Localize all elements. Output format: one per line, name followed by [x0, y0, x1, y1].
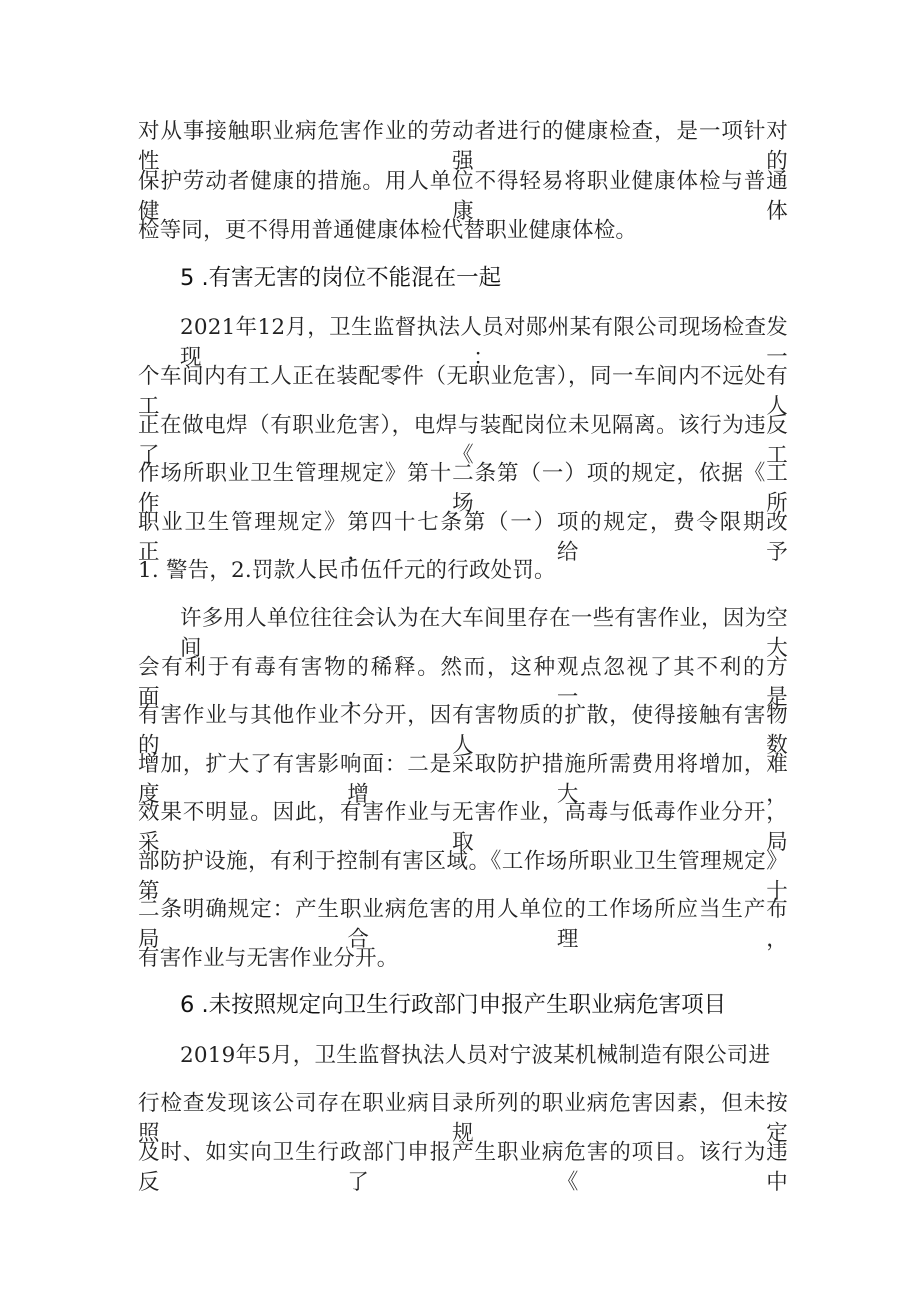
paragraph-line: 保护劳动者健康的措施。用人单位不得轻易将职业健康体检与普通健康体: [138, 169, 788, 224]
paragraph-line: 及时、如实向卫生行政部门申报产生职业病危害的项目。该行为违反了《中: [138, 1140, 788, 1195]
section-heading-6: 6 .未按照规定向卫生行政部门申报产生职业病危害项目: [180, 992, 727, 1018]
paragraph-line: 效果不明显。因此，有害作业与无害作业，高毒与低毒作业分开，采取局: [138, 800, 788, 855]
paragraph-line: 1. 警告，2.罚款人民币伍仟元的行政处罚。: [138, 558, 556, 583]
paragraph-line: 许多用人单位往往会认为在大车间里存在一些有害作业，因为空间大: [180, 606, 788, 661]
paragraph-line: 有害作业与其他作业不分开，因有害物质的扩散，使得接触有害物的人数: [138, 703, 788, 758]
section-heading-5: 5 .有害无害的岗位不能混在一起: [180, 265, 502, 291]
paragraph-line: 正在做电焊（有职业危害），电焊与装配岗位未见隔离。该行为违反了《工: [138, 413, 788, 468]
paragraph-line: 有害作业与无害作业分开。: [138, 946, 399, 971]
paragraph-line: 行检查发现该公司存在职业病目录所列的职业病危害因素，但未按照规定: [138, 1091, 788, 1146]
paragraph-line: 会有利于有毒有害物的稀释。然而，这种观点忽视了其不利的方面，一是: [138, 655, 788, 710]
paragraph-line: 部防护设施，有利于控制有害区域。《工作场所职业卫生管理规定》第十: [138, 849, 788, 904]
paragraph-line: 检等同，更不得用普通健康体检代替职业健康体检。: [138, 218, 638, 243]
paragraph-line: 作场所职业卫生管理规定》第十二条第（一）项的规定，依据《工作场所: [138, 461, 788, 516]
paragraph-line: 2021年12月，卫生监督执法人员对郧州某有限公司现场检查发现：一: [180, 315, 788, 370]
paragraph-line: 对从事接触职业病危害作业的劳动者进行的健康检查，是一项针对性强的: [138, 119, 788, 174]
paragraph-line: 职业卫生管理规定》第四十七条第（一）项的规定，费令限期改正，给予: [138, 510, 788, 565]
paragraph-line: 增加，扩大了有害影响面：二是采取防护措施所需费用将增加，难度增大，: [138, 752, 788, 807]
paragraph-line: 2019年5月，卫生监督执法人员对宁波某机械制造有限公司进: [180, 1043, 771, 1068]
paragraph-line: 个车间内有工人正在装配零件（无职业危害），同一车间内不远处有工人: [138, 364, 788, 419]
paragraph-line: 二条明确规定：产生职业病危害的用人单位的工作场所应当生产布局合理，: [138, 897, 788, 952]
